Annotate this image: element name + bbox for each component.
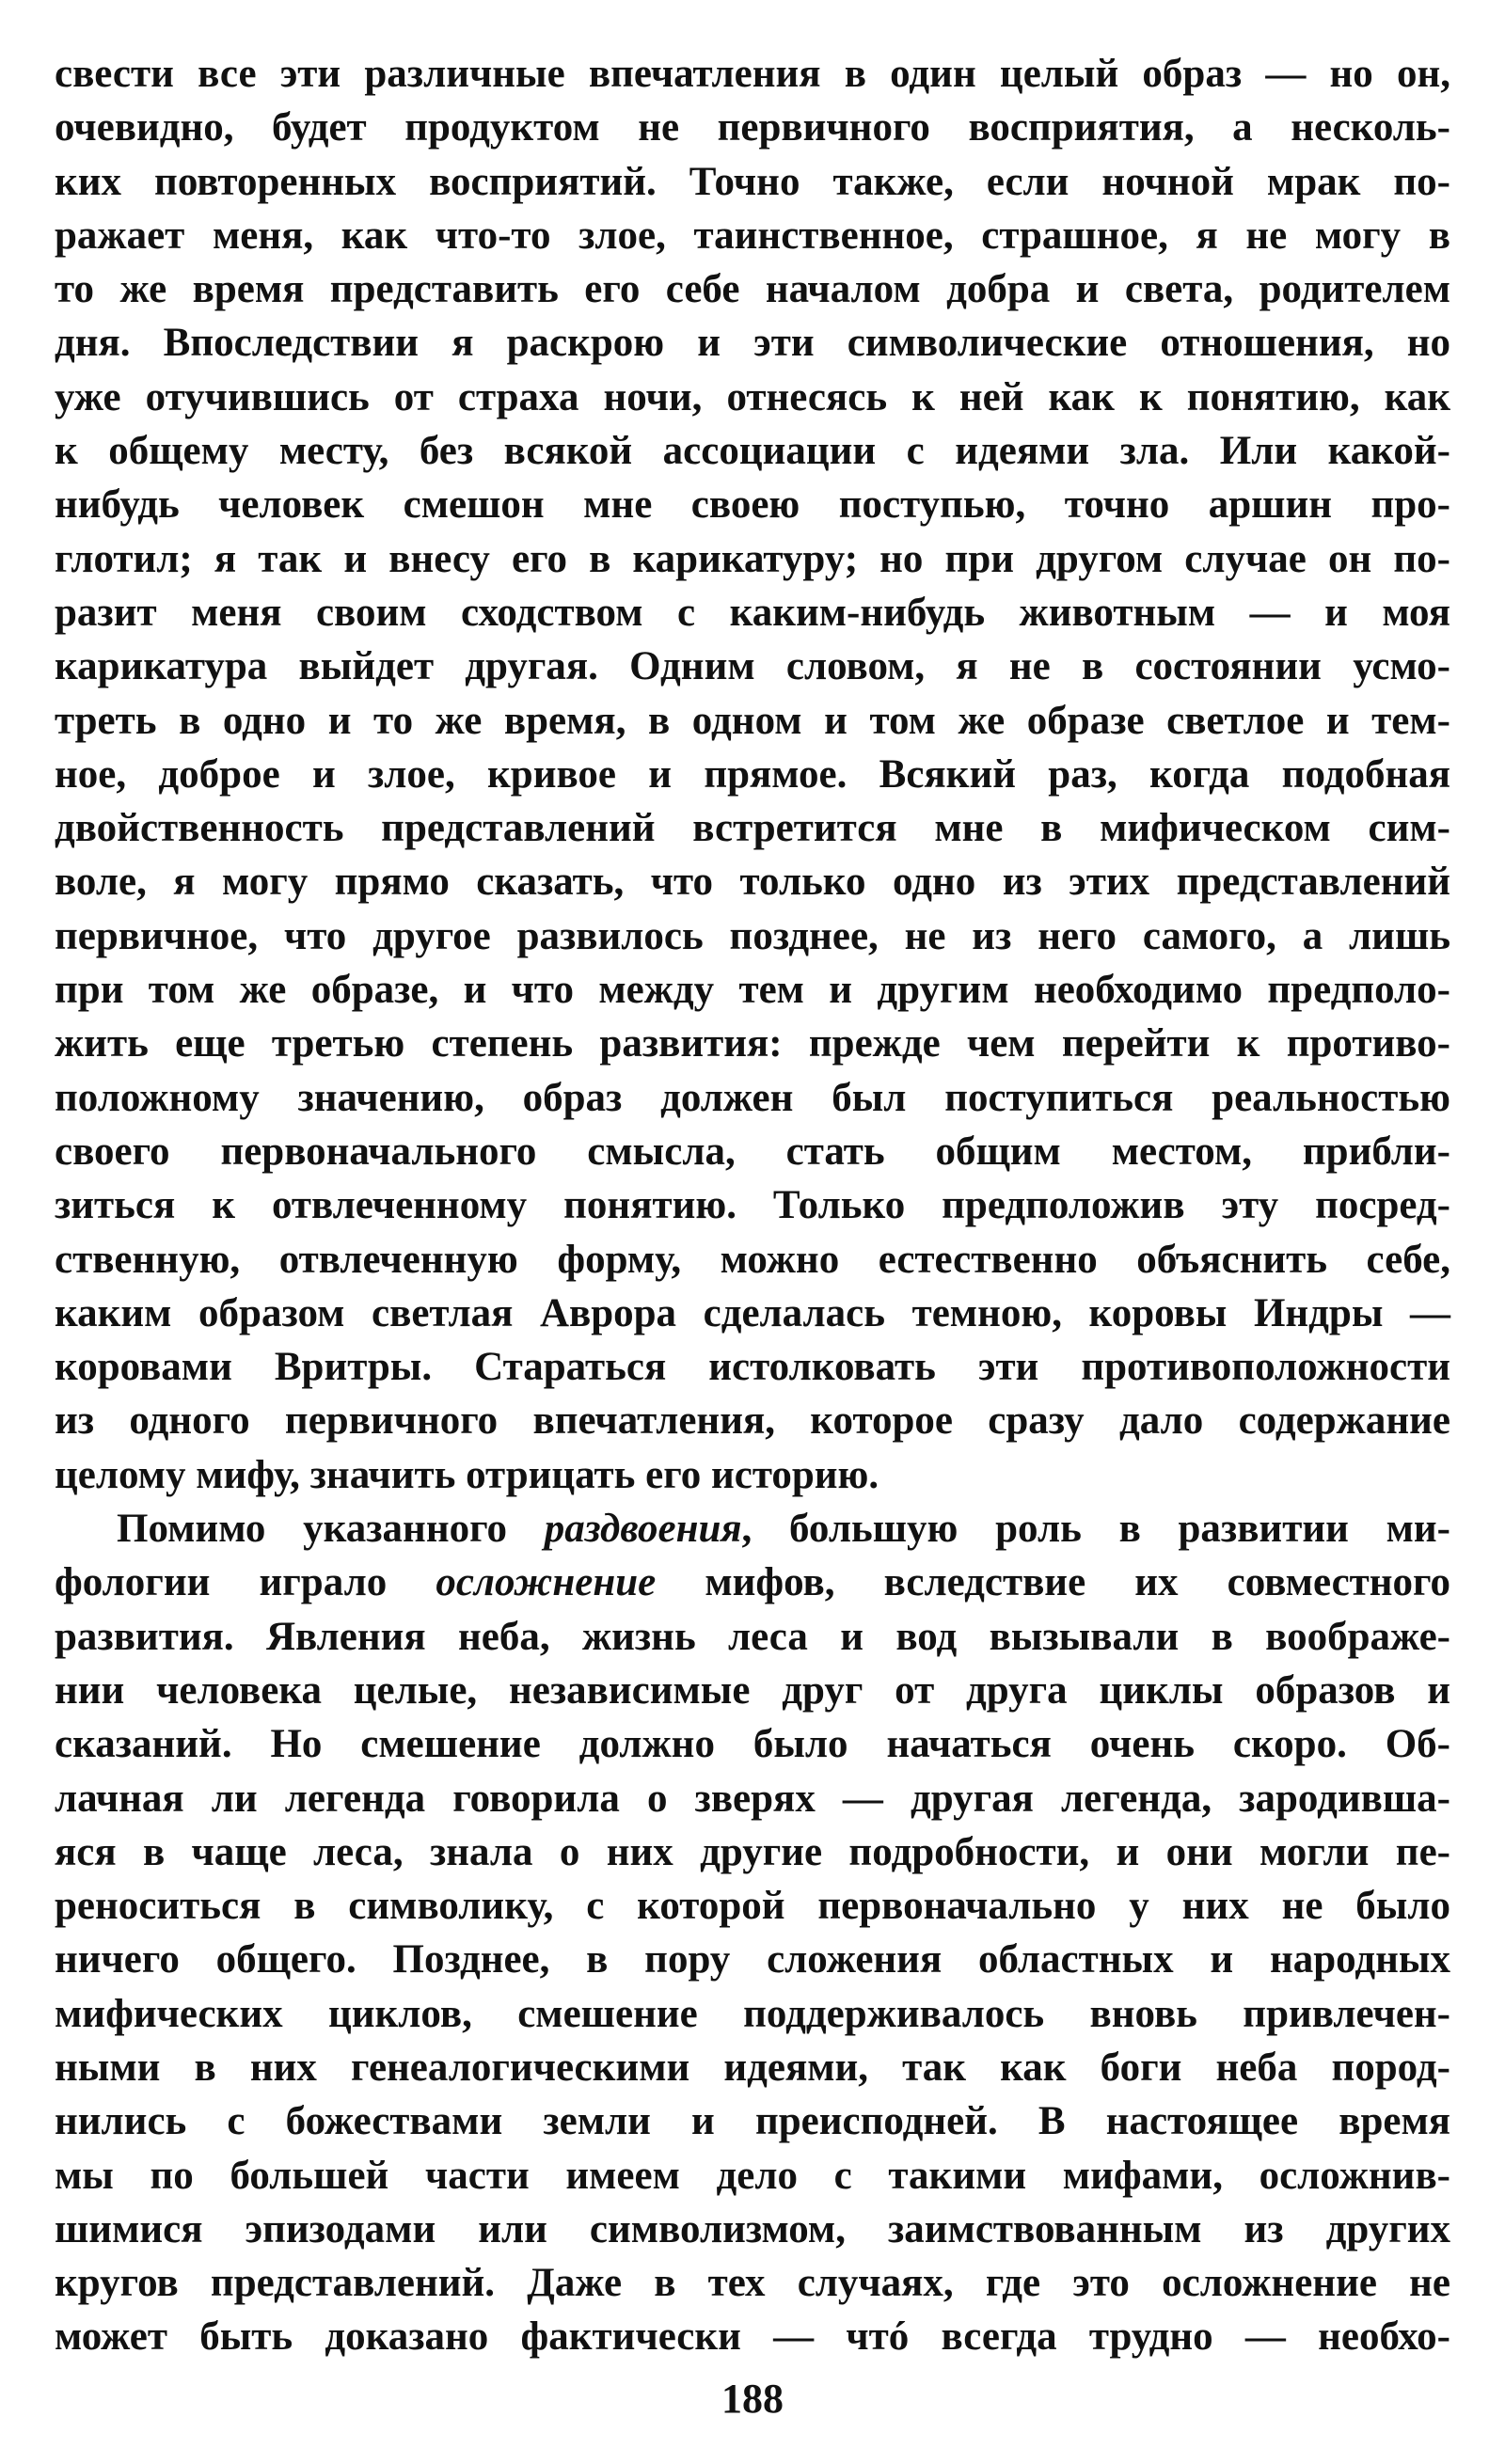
- text-line: [55, 1987, 1450, 2041]
- text-line: [55, 1664, 1450, 1717]
- text-line: [55, 2203, 1450, 2256]
- text-line: [55, 1772, 1450, 1825]
- text-line: [55, 478, 1450, 531]
- text-line: [55, 1879, 1450, 1933]
- text-line: [55, 424, 1450, 478]
- text-line: [55, 371, 1450, 424]
- text-segment: нии человека целые, независимые друг от друга циклы образов и: [55, 1667, 1450, 1713]
- text-segment: лачная ли легенда говорила о зверях — другая легенда, зародивша-: [55, 1776, 1450, 1821]
- text-segment: ничего общего. Позднее, в пору сложения областных и народных: [55, 1937, 1450, 1982]
- text-line: [55, 1233, 1450, 1287]
- text-segment: мы по большей части имеем дело с такими мифами, осложнив-: [55, 2153, 1450, 2198]
- text-line: [55, 748, 1450, 801]
- italic-term: раздвоения: [544, 1507, 742, 1552]
- text-line: [55, 2041, 1450, 2094]
- text-segment: коровами Вритры. Стараться истолковать эти противоположности: [55, 1345, 1450, 1390]
- text-line: [55, 1502, 1450, 1556]
- text-segment: при том же образе, и что между тем и другим необходимо предполо-: [55, 968, 1450, 1013]
- text-segment: нились с божествами земли и преисподней. В настоящее время: [55, 2099, 1450, 2144]
- text-segment: мифических циклов, смешение поддерживалось вновь привлечен-: [55, 1991, 1450, 2036]
- text-line: [55, 1933, 1450, 1986]
- text-line: [55, 1610, 1450, 1664]
- text-segment: ственную, отвлеченную форму, можно естественно объяснить себе,: [55, 1237, 1450, 1282]
- text-segment: положному значению, образ должен был поступиться реальностью: [55, 1075, 1450, 1120]
- text-segment: каким образом светлая Аврора сделалась темною, коровы Индры —: [55, 1290, 1450, 1335]
- text-line: [55, 1556, 1450, 1609]
- text-segment: , большую роль в развитии ми-: [741, 1507, 1450, 1552]
- text-line: [55, 963, 1450, 1017]
- text-segment: дня. Впоследствии я раскрою и эти символические отношения, но: [55, 321, 1450, 366]
- text-line: [55, 1287, 1450, 1340]
- text-segment: воле, я могу прямо сказать, что только одно из этих представлений: [55, 860, 1450, 905]
- italic-term: осложнение: [436, 1560, 657, 1605]
- text-line: [55, 694, 1450, 748]
- text-segment: своего первоначального смысла, стать общим местом, прибли-: [55, 1129, 1450, 1174]
- text-segment: из одного первичного впечатления, которое сразу дало содержание: [55, 1398, 1450, 1444]
- text-segment: яся в чаще леса, знала о них другие подробности, и они могли пе-: [55, 1829, 1450, 1874]
- text-segment: мифов, вследствие их совместного: [656, 1560, 1451, 1605]
- text-line: [55, 316, 1450, 370]
- text-line: [55, 262, 1450, 316]
- text-line: [55, 2310, 1450, 2363]
- text-segment: сказаний. Но смешение должно было начаться очень скоро. Об-: [55, 1722, 1450, 1767]
- text-segment: карикатура выйдет другая. Одним словом, я не в состоянии усмо-: [55, 644, 1450, 689]
- text-segment: ражает меня, как что-то злое, таинственное, страшное, я не могу в: [55, 213, 1450, 258]
- text-segment: двойственность представлений встретится мне в мифическом сим-: [55, 806, 1450, 851]
- text-line: [55, 1125, 1450, 1178]
- text-segment: фологии играло: [55, 1560, 436, 1605]
- text-line: [55, 1178, 1450, 1232]
- text-segment: нибудь человек смешон мне своею поступью, точно аршин про-: [55, 482, 1450, 528]
- text-line: [55, 155, 1450, 209]
- text-segment: жить еще третью степень развития: прежде чем перейти к противо-: [55, 1021, 1450, 1066]
- text-line: [55, 1340, 1450, 1394]
- text-line: [55, 909, 1450, 963]
- text-segment: целому мифу, значить отрицать его историю.: [55, 1452, 879, 1497]
- text-segment: реноситься в символику, с которой первоначально у них не было: [55, 1884, 1450, 1929]
- text-line: [55, 640, 1450, 693]
- page-body: [55, 47, 1450, 2364]
- text-segment: свести все эти различные впечатления в один целый образ — но он,: [55, 52, 1450, 96]
- page-number: 188: [721, 2376, 784, 2422]
- text-segment: развития. Явления неба, жизнь леса и вод вызывали в воображе-: [55, 1614, 1450, 1659]
- text-segment: очевидно, будет продуктом не первичного восприятия, а несколь-: [55, 105, 1450, 150]
- text-line: [55, 101, 1450, 154]
- text-segment: ное, доброе и злое, кривое и прямое. Всякий раз, когда подобная: [55, 751, 1450, 797]
- text-line: [55, 801, 1450, 855]
- text-segment: уже отучившись от страха ночи, отнесясь к ней как к понятию, как: [55, 374, 1450, 419]
- text-line: [55, 532, 1450, 586]
- text-line: [55, 1017, 1450, 1070]
- text-segment: глотил; я так и внесу его в карикатуру; но при другом случае он по-: [55, 536, 1450, 581]
- text-segment: разит меня своим сходством с каким-нибудь животным — и моя: [55, 590, 1450, 635]
- text-line: [55, 855, 1450, 908]
- text-line: [55, 1825, 1450, 1879]
- text-segment: кругов представлений. Даже в тех случаях, где это осложнение не: [55, 2261, 1450, 2306]
- text-segment: ными в них генеалогическими идеями, так как боги неба пород-: [55, 2045, 1450, 2090]
- text-line: [55, 1448, 1450, 1502]
- text-segment: первичное, что другое развилось позднее, не из него самого, а лишь: [55, 913, 1450, 958]
- text-segment: шимися эпизодами или символизмом, заимствованным из других: [55, 2206, 1450, 2251]
- text-segment: зиться к отвлеченному понятию. Только предположив эту посред-: [55, 1183, 1450, 1228]
- text-segment: треть в одно и то же время, в одном и том же образе светлое и тем-: [55, 698, 1450, 743]
- text-segment: то же время представить его себе началом добра и света, родителем: [55, 267, 1450, 312]
- text-line: [55, 2094, 1450, 2148]
- text-segment: Помимо указанного: [117, 1507, 545, 1552]
- text-line: [55, 586, 1450, 640]
- text-segment: ких повторенных восприятий. Точно также, если ночной мрак по-: [55, 159, 1450, 204]
- text-segment: к общему месту, без всякой ассоциации с идеями зла. Или какой-: [55, 429, 1450, 474]
- text-line: [55, 47, 1450, 101]
- text-line: [55, 1071, 1450, 1125]
- text-line: [55, 2149, 1450, 2203]
- text-line: [55, 209, 1450, 262]
- text-segment: может быть доказано фактически — чтó всегда трудно — необхо-: [55, 2314, 1450, 2360]
- text-line: [55, 2256, 1450, 2310]
- text-line: [55, 1394, 1450, 1447]
- text-line: [55, 1717, 1450, 1771]
